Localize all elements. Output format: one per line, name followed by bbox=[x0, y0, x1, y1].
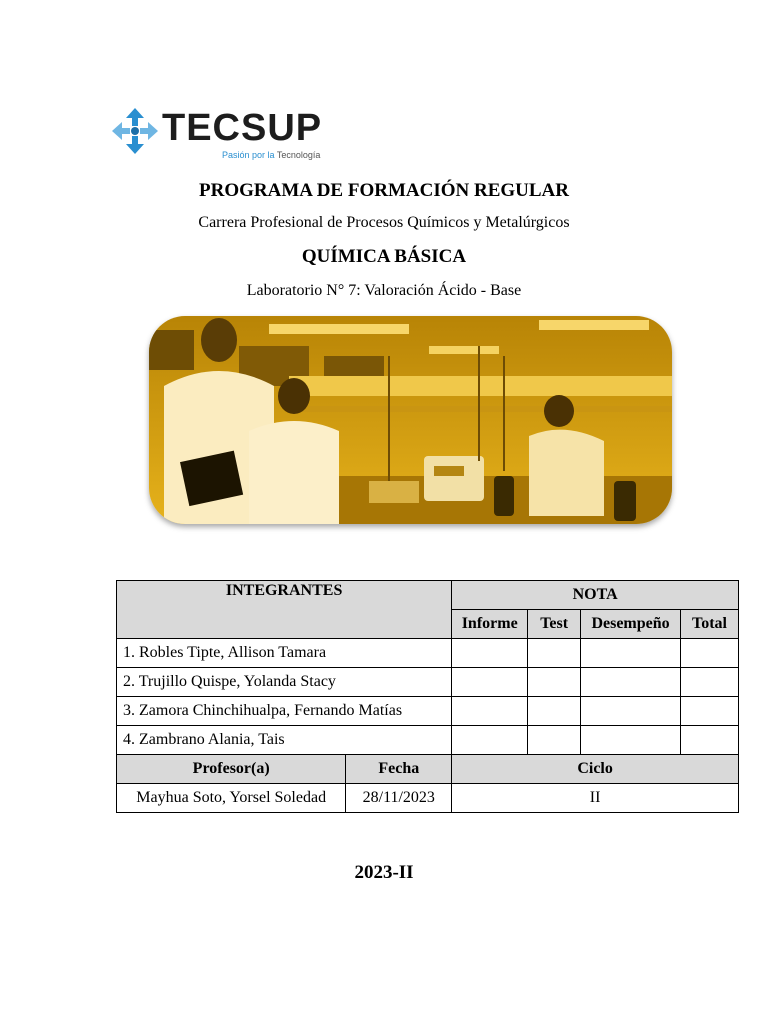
grade-cell bbox=[581, 639, 681, 668]
member-name: Trujillo Quispe, Yolanda Stacy bbox=[138, 673, 336, 690]
course-title: QUÍMICA BÁSICA bbox=[301, 246, 467, 267]
logo-tagline bbox=[222, 150, 320, 160]
table-row bbox=[117, 726, 739, 755]
ciclo-header: Ciclo bbox=[452, 755, 739, 784]
table-row bbox=[117, 668, 739, 697]
test-header: Test bbox=[528, 610, 581, 639]
profesor-header: Profesor(a) bbox=[117, 755, 346, 784]
grade-cell bbox=[528, 697, 581, 726]
grade-cell bbox=[528, 668, 581, 697]
grade-cell bbox=[452, 697, 528, 726]
grade-cell bbox=[681, 668, 739, 697]
grades-table bbox=[116, 580, 739, 813]
grade-cell bbox=[681, 639, 739, 668]
profesor-value: Mayhua Soto, Yorsel Soledad bbox=[117, 784, 346, 813]
table-header-row bbox=[117, 581, 739, 610]
grade-cell bbox=[681, 726, 739, 755]
grade-cell bbox=[581, 697, 681, 726]
member-name: Zamora Chinchihualpa, Fernando Matías bbox=[139, 702, 403, 719]
grade-cell bbox=[528, 639, 581, 668]
member-number: 4. bbox=[123, 731, 135, 748]
lab-photo bbox=[149, 316, 672, 524]
grade-cell bbox=[452, 639, 528, 668]
member-name: Zambrano Alania, Tais bbox=[139, 731, 285, 748]
fecha-value: 28/11/2023 bbox=[346, 784, 452, 813]
nota-header: NOTA bbox=[452, 581, 739, 610]
member-number: 3. bbox=[123, 702, 135, 719]
fecha-header: Fecha bbox=[346, 755, 452, 784]
lab-title: Laboratorio N° 7: Valoración Ácido - Base bbox=[246, 282, 522, 299]
member-name-cell bbox=[117, 639, 452, 668]
grade-cell bbox=[581, 668, 681, 697]
member-name-cell bbox=[117, 668, 452, 697]
lab-photo-illustration bbox=[149, 316, 672, 524]
academic-period: 2023-II bbox=[354, 862, 414, 883]
logo-tagline-part: Pasión por la bbox=[222, 150, 277, 160]
grade-cell bbox=[528, 726, 581, 755]
ciclo-value: II bbox=[452, 784, 739, 813]
desempeno-header: Desempeño bbox=[581, 610, 681, 639]
tecsup-logo bbox=[108, 104, 328, 164]
member-name-cell bbox=[117, 697, 452, 726]
member-name-cell bbox=[117, 726, 452, 755]
career-subtitle: Carrera Profesional de Procesos Químicos y Metalúrgicos bbox=[198, 214, 570, 231]
program-title: PROGRAMA DE FORMACIÓN REGULAR bbox=[199, 180, 569, 201]
member-number: 1. bbox=[123, 644, 135, 661]
table-row bbox=[117, 639, 739, 668]
member-number: 2. bbox=[123, 673, 135, 690]
logo-wordmark: TECSUP bbox=[162, 107, 323, 149]
member-name: Robles Tipte, Allison Tamara bbox=[139, 644, 327, 661]
informe-header: Informe bbox=[452, 610, 528, 639]
table-footer-row bbox=[117, 784, 739, 813]
grade-cell bbox=[581, 726, 681, 755]
logo-tagline-part: Tecnología bbox=[276, 150, 321, 160]
total-header: Total bbox=[681, 610, 739, 639]
grade-cell bbox=[452, 668, 528, 697]
grade-cell bbox=[452, 726, 528, 755]
grade-cell bbox=[681, 697, 739, 726]
integrantes-header: INTEGRANTES bbox=[117, 581, 452, 639]
tecsup-emblem-icon bbox=[108, 104, 162, 158]
table-footer-header-row bbox=[117, 755, 739, 784]
table-row bbox=[117, 697, 739, 726]
